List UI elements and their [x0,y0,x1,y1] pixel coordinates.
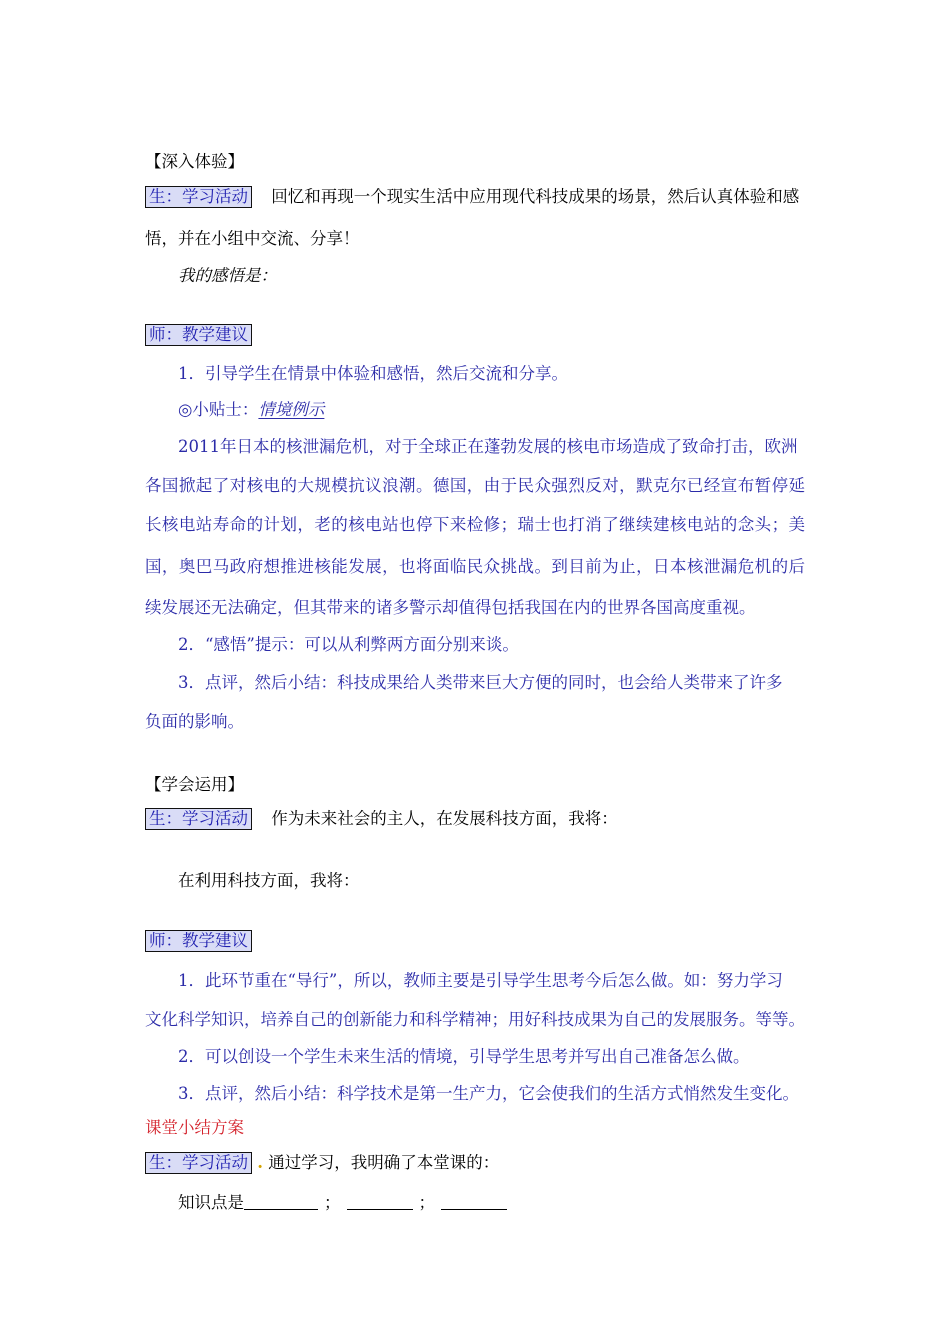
bullet-dot-icon: . [257,1153,263,1172]
section-heading-experience: 【深入体验】 [145,152,244,171]
example-line-3 [145,514,805,536]
student-activity-line-3 [145,1152,499,1174]
student-activity-tag-2: 生：学习活动 [145,808,252,830]
knowledge-points-line [178,1192,507,1214]
example-text-2: 各国掀起了对核电的大规模抗议浪潮。德国，由于民众强烈反对，默克尔已经宣布暂停延 [145,476,805,495]
suggestion2-item-2: 2．可以创设一个学生未来生活的情境，引导学生思考并写出自己准备怎么做。 [178,1047,750,1066]
suggestion-item-3: 3．点评，然后小结：科技成果给人类带来巨大方便的同时，也会给人类带来了许多 [178,673,783,692]
knowledge-label: 知识点是 [178,1193,244,1212]
example-text-1: 2011年日本的核泄漏危机，对于全球正在蓬勃发展的核电市场造成了致命打击，欧洲 [178,437,798,456]
knowledge-blank-1[interactable] [244,1193,318,1210]
student-activity-line-1 [145,186,799,208]
knowledge-blank-2[interactable] [347,1193,413,1210]
example-line-2 [145,475,805,497]
teacher-suggestion-tag-2: 师：教学建议 [145,930,252,952]
example-line-1 [178,436,798,458]
separator-2: ； [418,1193,435,1212]
teacher-suggestion-line-2 [145,930,252,952]
summary-student-text: 通过学习，我明确了本堂课的： [268,1153,500,1172]
separator-1: ； [324,1193,341,1212]
student-activity-tag-3: 生：学习活动 [145,1152,252,1174]
student-activity-text-2: 作为未来社会的主人，在发展科技方面，我将： [271,809,618,828]
tip-line [178,399,324,421]
suggestion-item-3-cont: 负面的影响。 [145,712,244,731]
teacher-suggestion-tag: 师：教学建议 [145,324,252,346]
student-activity-text-cont: 悟，并在小组中交流、分享！ [145,229,360,248]
section-heading-apply: 【学会运用】 [145,775,244,794]
example-line-5: 续发展还无法确定，但其带来的诸多警示却值得包括我国在内的世界各国高度重视。 [145,598,756,617]
suggestion-item-1: 1．引导学生在情景中体验和感悟，然后交流和分享。 [178,364,568,383]
tip-label: ◎小贴士： [178,400,259,419]
summary-heading: 课堂小结方案 [145,1118,244,1137]
teacher-suggestion-line [145,324,252,346]
student-activity-line-2 [145,808,618,830]
example-text-3: 长核电站寿命的计划，老的核电站也停下来检修；瑞士也打消了继续建核电站的念头；美 [145,515,805,534]
suggestion2-item-1: 1．此环节重在“导行”，所以，教师主要是引导学生思考今后怎么做。如：努力学习 [178,971,783,990]
student-activity-text: 回忆和再现一个现实生活中应用现代科技成果的场景，然后认真体验和感 [271,187,800,206]
student-activity-tag: 生：学习活动 [145,186,252,208]
example-text-4: 国，奥巴马政府想推进核能发展，也将面临民众挑战。到目前为止，日本核泄漏危机的后 [145,557,805,576]
suggestion2-item-1-cont: 文化科学知识，培养自己的创新能力和科学精神；用好科技成果为自己的发展服务。等等。 [145,1010,805,1029]
example-line-4 [145,556,805,578]
suggestion-item-2: 2．“感悟”提示：可以从利弊两方面分别来谈。 [178,635,519,654]
tip-title: 情境例示 [258,400,325,419]
suggestion2-item-3: 3．点评，然后小结：科学技术是第一生产力，它会使我们的生活方式悄然发生变化。 [178,1084,799,1103]
use-tech-text: 在利用科技方面，我将： [178,871,360,890]
knowledge-blank-3[interactable] [441,1193,507,1210]
my-feeling-label: 我的感悟是： [178,266,277,285]
